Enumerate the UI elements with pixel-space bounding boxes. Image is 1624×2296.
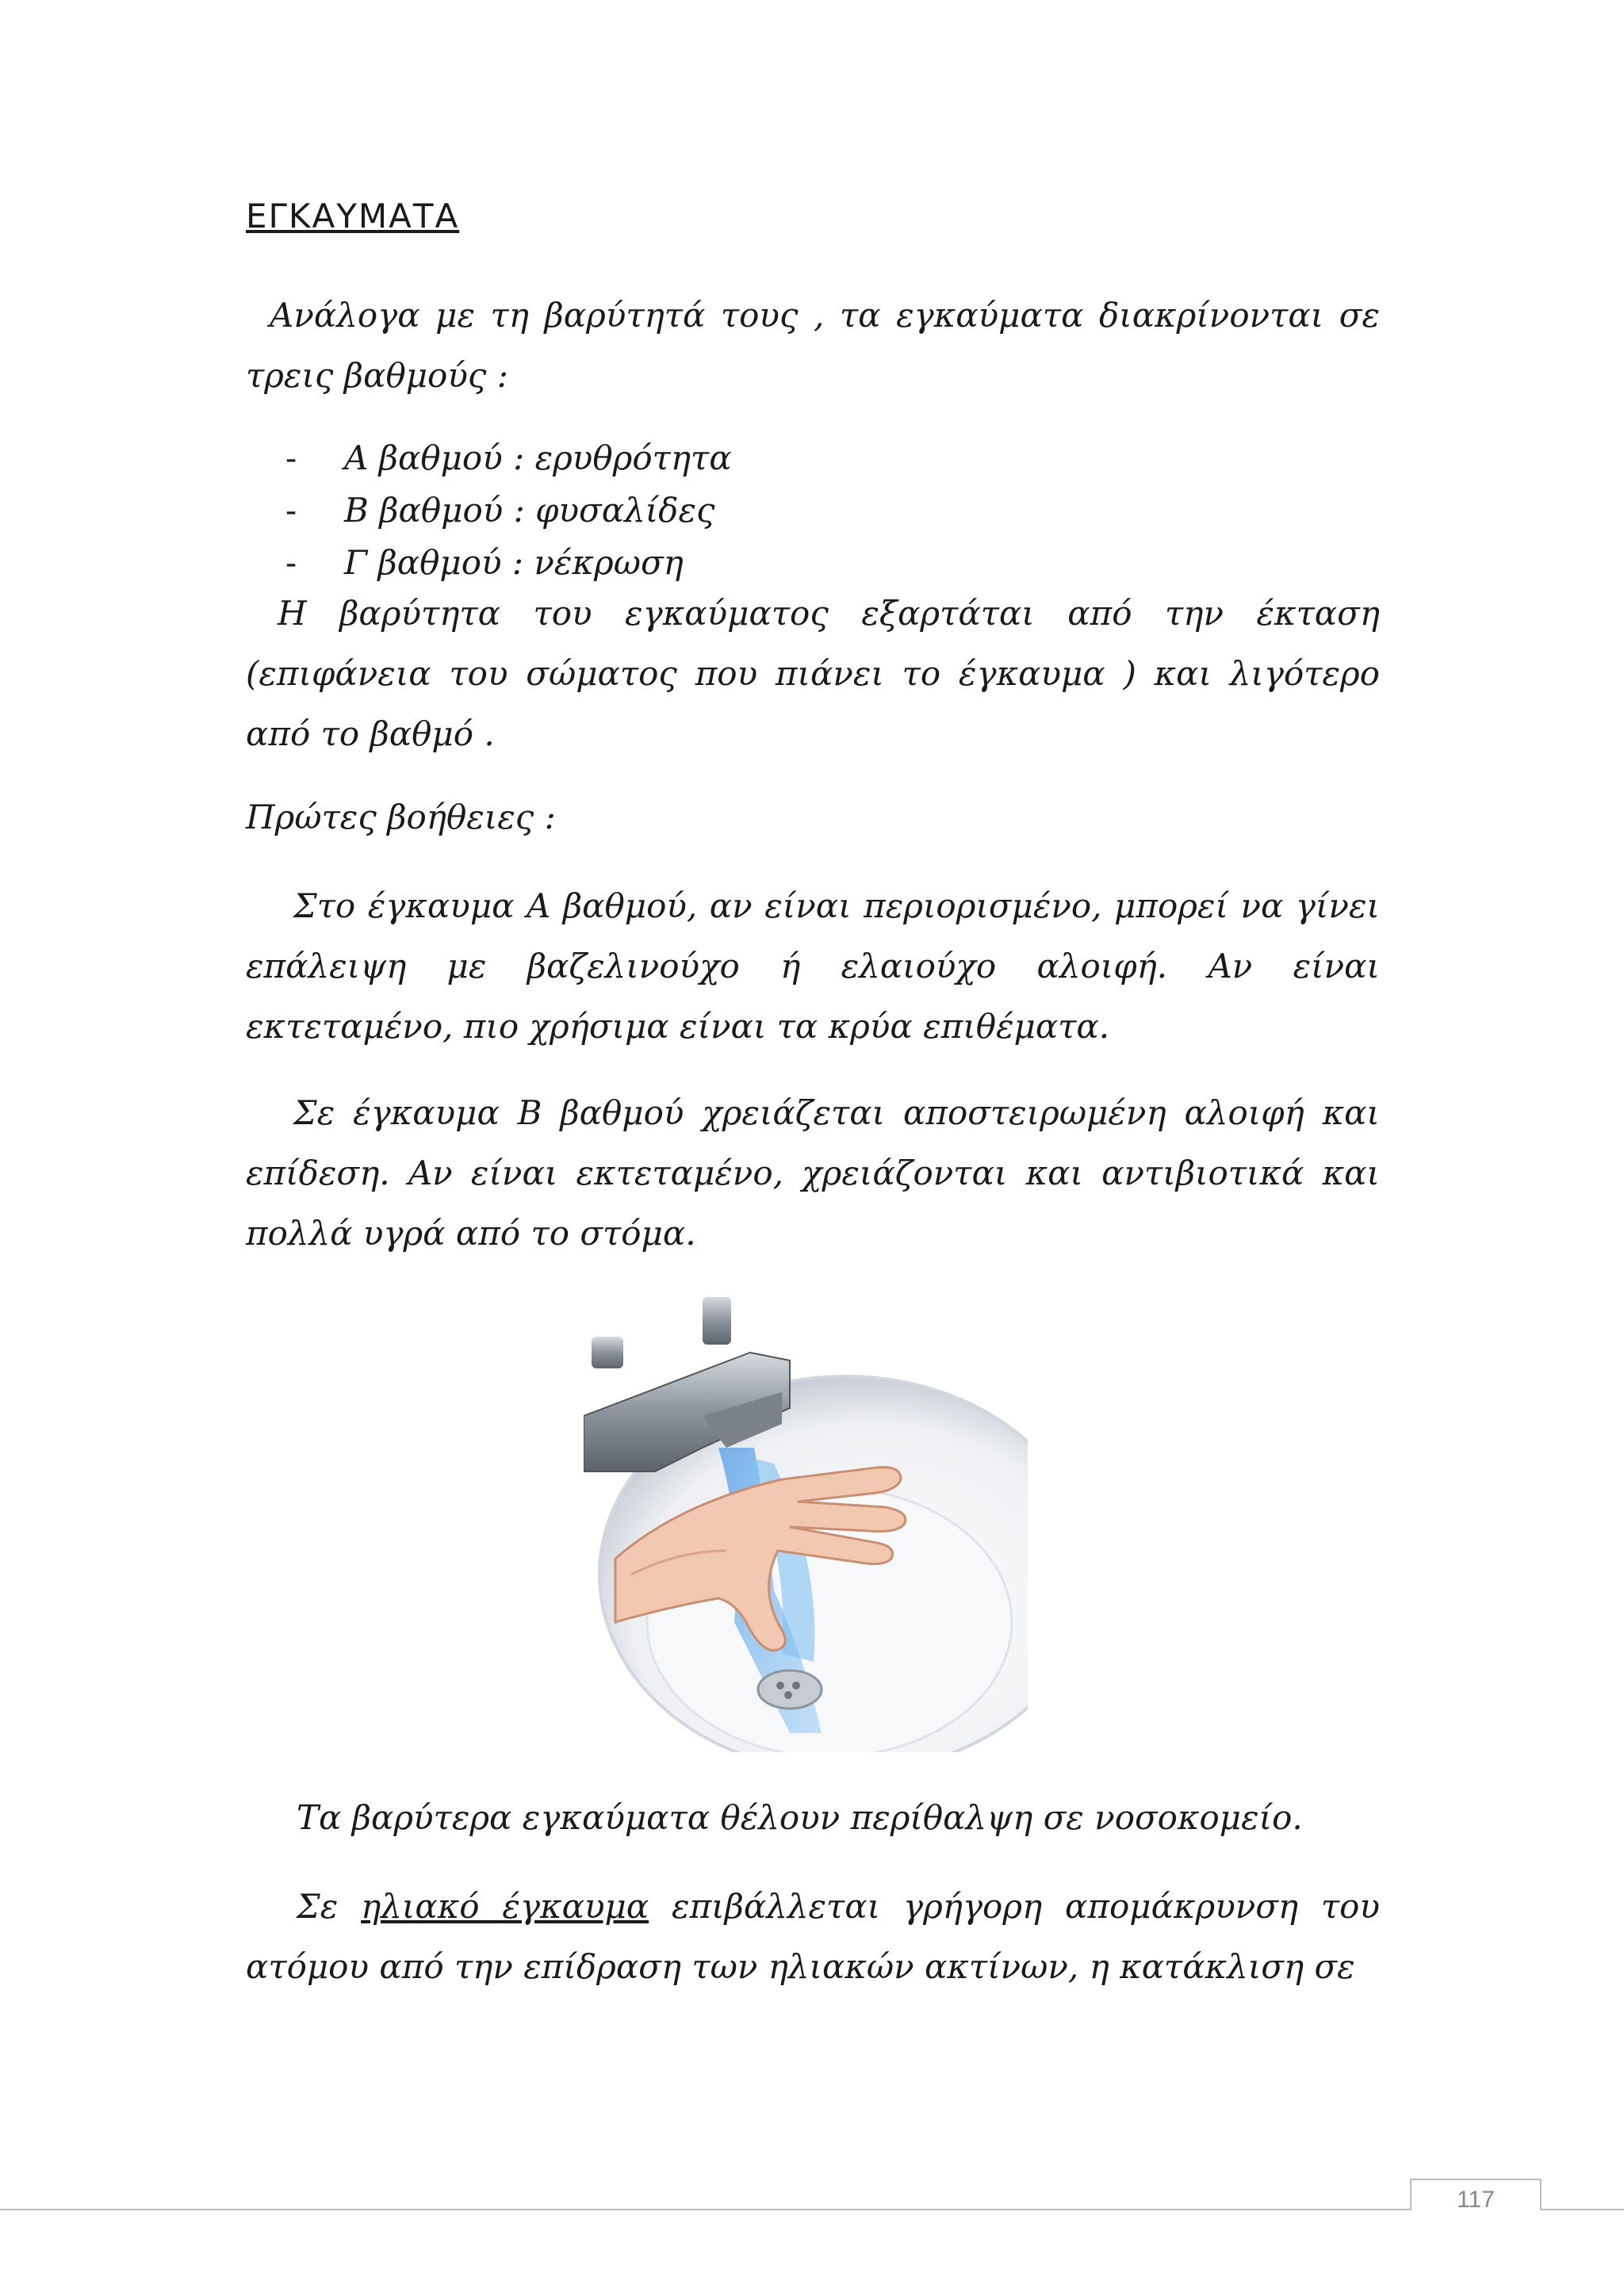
list-item: - Β βαθμού : φυσαλίδες	[285, 484, 732, 537]
list-item: - Γ βαθμού : νέκρωση	[285, 537, 732, 589]
degree-list	[285, 432, 732, 589]
sunburn-rest: επιβάλλεται γρήγορη απομάκρυνση του ατόμου από την επίδραση των ηλιακών ακτίνων, η κατάκλιση σε	[246, 1887, 1381, 1986]
page-heading: ΕΓΚΑΥΜΑΤΑ	[246, 197, 460, 235]
intro-paragraph: Ανάλογα με τη βαρύτητά τους , τα εγκαύματα διακρίνονται σε τρεις βαθμούς :	[246, 296, 1380, 395]
severity-paragraph: Η βαρύτητα του εγκαύματος εξαρτάται από την έκταση (επιφάνεια του σώματος που πιάνει το έγκαυμα ) και λιγότερο από το βαθμό .	[246, 594, 1380, 753]
sunburn-prefix: Σε	[297, 1887, 339, 1926]
first-aid-title: Πρώτες βοήθειες :	[246, 798, 556, 836]
hand-washing-illustration	[584, 1289, 1028, 1752]
footer-rule	[0, 2209, 1624, 2210]
page-number: 117	[1410, 2179, 1542, 2210]
list-item: - Α βαθμού : ερυθρότητα	[285, 432, 732, 484]
severe-burns-paragraph: Τα βαρύτερα εγκαύματα θέλουν περίθαλψη σε νοσοκομείο.	[297, 1798, 1303, 1837]
first-degree-paragraph: Στο έγκαυμα Α βαθμού, αν είναι περιορισμένο, μπορεί να γίνει επάλειψη με βαζελινούχο ή ελαιούχο αλοιφή. Αν είναι εκτεταμένο, πιο χρήσιμα είναι τα κρύα επιθέματα.	[246, 886, 1380, 1046]
second-degree-paragraph: Σε έγκαυμα Β βαθμού χρειάζεται αποστειρωμένη αλοιφή και επίδεση. Αν είναι εκτεταμένο, χρειάζονται και αντιβιοτικά και πολλά υγρά από το στόμα.	[246, 1093, 1380, 1253]
sunburn-term: ηλιακό έγκαυμα	[361, 1887, 649, 1926]
sunburn-paragraph	[246, 1877, 1380, 1997]
